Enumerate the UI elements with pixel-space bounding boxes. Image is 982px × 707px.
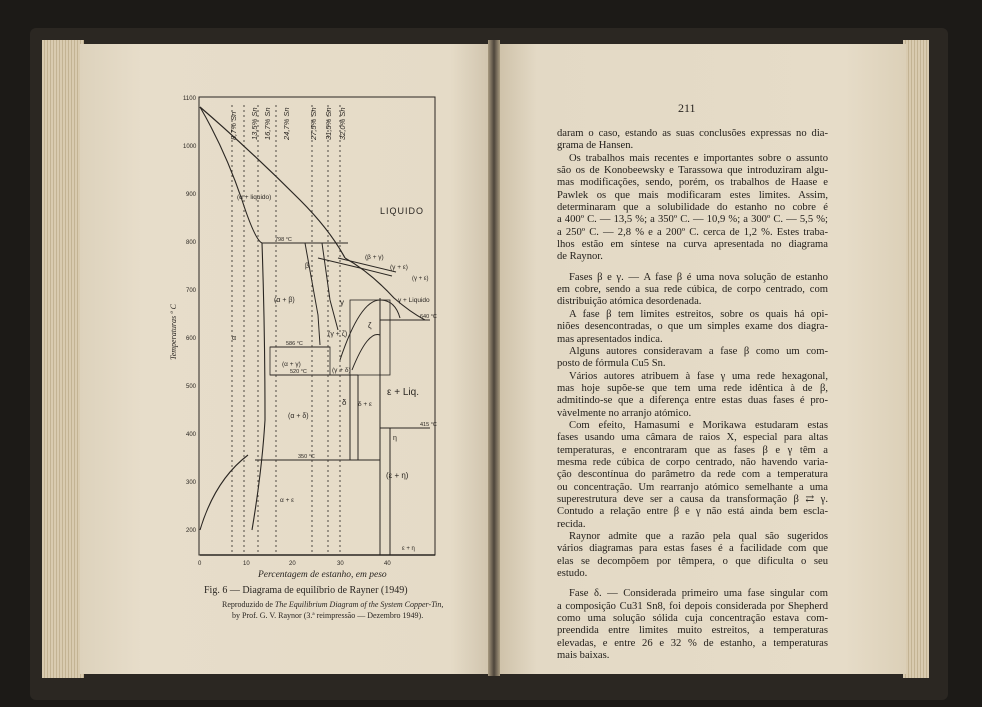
y-tick: 1000 <box>183 144 197 150</box>
text-line: de Raynor. <box>557 251 603 263</box>
text-line: Alguns autores consideravam a fase β como um com- <box>569 345 828 357</box>
x-tick: 40 <box>384 561 391 567</box>
text-line: determinaram que a solubilidade do estanho no cobre é <box>557 202 828 214</box>
region-label: γ + Liquido <box>398 297 430 304</box>
composition-label: 24,7% Sn <box>282 107 291 140</box>
temperature-labels <box>275 237 437 460</box>
zeta-arc <box>340 300 400 360</box>
region-label: (ε + η) <box>386 471 409 480</box>
figure-credit-line-1 <box>222 600 443 609</box>
body-text <box>557 128 828 662</box>
text-line: grama de Hansen. <box>557 140 634 152</box>
text-line: a 250º C. — 2,8 % e a 200º C. cerca de 1,2 %. Estes traba- <box>557 226 828 238</box>
text-line: ção descontínua do parâmetro da rede com a temperatura <box>557 469 828 481</box>
alpha-solvus <box>252 243 265 530</box>
gamma-boundary <box>322 243 338 330</box>
text-line: Com efeito, Hamasumi e Morikawa estudaram estas <box>569 419 828 431</box>
text-line: preendida entre limites muito estreitos, a temperaturas <box>557 625 828 637</box>
text-line: a composição Cu31 Sn8, foi depois considerada por Shepherd <box>557 600 828 612</box>
text-line: posto de fórmula Cu5 Sn. <box>557 358 666 370</box>
x-tick: 20 <box>289 561 296 567</box>
text-line: A fase β tem limites estreitos, sobre os quais há opi- <box>569 308 828 320</box>
temp-label: 640 °C <box>420 314 437 320</box>
region-label: (γ + δ) <box>332 367 351 374</box>
temp-label: 798 °C <box>275 237 292 243</box>
x-tick: 10 <box>243 561 250 567</box>
composition-label: 31,5% Sn <box>324 107 333 140</box>
zeta-arc-2 <box>352 334 380 370</box>
text-line: vàvelmente no arranjo atómico. <box>557 407 692 419</box>
region-label: (α + δ) <box>288 413 309 420</box>
text-line: mas apresentados indica. <box>557 333 663 345</box>
region-label: (α + β) <box>274 297 295 304</box>
x-axis-label: Percentagem de estanho, em peso <box>258 570 387 580</box>
text-line: temperaturas, e encontraram que as fases β e γ têm a <box>557 444 828 456</box>
paragraph-gap <box>557 264 828 272</box>
text-line: fases usando uma câmara de raios X, especial para altas <box>557 432 828 444</box>
composition-label: 8,7% Sn <box>229 111 238 140</box>
y-axis-label: Temperaturas º C <box>169 304 178 360</box>
temp-label: 415 °C <box>420 422 437 428</box>
y-tick: 900 <box>186 192 197 198</box>
text-line: superestrutura deve ser a causa da transformação β ⇄ γ. <box>557 493 828 505</box>
composition-label: 27,5% Sn <box>309 107 318 140</box>
region-label: (γ + ε) <box>390 264 408 271</box>
region-label: (β + γ) <box>365 254 384 261</box>
lower-curve <box>200 455 248 530</box>
text-line: ou concentração. Um rearranjo atómico semelhante a uma <box>557 481 828 493</box>
composition-labels <box>229 107 347 141</box>
y-tick: 800 <box>186 240 197 246</box>
text-line: Contudo a relação entre β e γ não está ainda bem escla- <box>557 506 828 518</box>
y-tick: 400 <box>186 432 197 438</box>
region-label: LIQUIDO <box>380 206 425 216</box>
region-label: (α + liquido) <box>237 194 272 201</box>
text-line: mais baixas. <box>557 650 610 662</box>
region-label: ζ <box>368 321 372 330</box>
text-line: Raynor admite que a razão pela qual são sugeridos <box>569 531 828 542</box>
text-line: mas modificações, sendo, porém, os trabalhos de Haase e <box>557 177 828 189</box>
text-line: niões desencontradas, o que um simples exame dos diagra- <box>557 321 828 333</box>
composition-label: 16,7% Sn <box>263 107 272 140</box>
text-line: vários diagramas para estas fases é a facilidade com que <box>557 543 828 555</box>
text-line: recida. <box>557 518 586 530</box>
text-line: como uma solução sólida cuja concentração estava com- <box>557 613 828 625</box>
y-tick: 600 <box>186 336 197 342</box>
text-line: Fase δ. — Considerada primeiro uma fase singular com <box>569 588 828 600</box>
composition-label: 13,5% Sn <box>250 107 259 140</box>
region-label: (γ + ε) <box>412 276 429 282</box>
y-tick: 200 <box>186 528 197 534</box>
text-line: Os trabalhos mais recentes e importantes sobre o assunto <box>569 152 828 164</box>
y-tick: 500 <box>186 384 197 390</box>
text-line: daram o caso, estando as suas conclusões expressas no dia- <box>557 128 828 139</box>
text-line: são os de Konobeewsky e Tarassowa que introduziram algu- <box>557 165 828 177</box>
x-tick: 30 <box>337 561 344 567</box>
x-axis-ticks <box>198 561 391 567</box>
text-line: a 400º C. — 13,5 %; a 350º C. — 10,9 %; a 300º C. — 5,5 %; <box>557 214 828 226</box>
region-label: ε + η <box>402 546 415 552</box>
y-tick: 1100 <box>183 96 196 102</box>
beta-boundary <box>305 243 320 345</box>
text-line: lhos estão em síntese na curva apresentada no diagrama <box>557 239 828 251</box>
figure-caption: Fig. 6 — Diagrama de equilíbrio de Rayner (1949) <box>204 585 408 596</box>
text-line: Vários autores atribuem à fase γ uma rede hexagonal, <box>569 370 828 382</box>
y-axis-ticks <box>183 96 197 534</box>
y-tick: 300 <box>186 480 197 486</box>
region-label: β <box>305 263 310 270</box>
temp-label: 350 °C <box>298 454 315 460</box>
paragraph-gap <box>557 580 828 588</box>
composition-lines <box>232 105 340 555</box>
text-line: admitindo-se que a diferença entre estas duas fases é pro- <box>557 395 828 407</box>
text-line: em cobre, sendo a sua rede cúbica, de corpo centrado, com <box>557 284 828 296</box>
text-line: mas hoje supõe-se que tem uma rede idêntica à de β, <box>557 382 828 394</box>
temp-label: 586 °C <box>286 341 303 347</box>
region-label: (α + γ) <box>282 361 301 368</box>
x-tick: 0 <box>198 561 202 567</box>
credit-title: The Equilibrium Diagram of the System Copper-Tin, <box>274 600 444 609</box>
region-label: η <box>393 435 397 442</box>
region-label: ε + Liq. <box>387 387 419 398</box>
temp-label: 520 °C <box>290 369 307 375</box>
region-label: δ + ε <box>358 401 372 408</box>
text-line: elevadas, e entre 26 e 32 % de estanho, a temperaturas <box>557 637 828 649</box>
text-line: elas se decompõem por têmpera, o que dificulta o seu <box>557 555 828 567</box>
text-line: Fases β e γ. — A fase β é uma nova solução de estanho <box>569 271 828 283</box>
region-label: α <box>232 335 237 342</box>
text-line: Pawlek os que mais modificaram estes limites. Assim, <box>557 189 828 201</box>
region-label: δ <box>342 398 347 407</box>
credit-prefix: Reproduzido de <box>222 600 275 609</box>
region-label: (γ + ζ) <box>328 331 348 338</box>
text-line: mesma rede cúbica de corpo centrado, não havendo varia- <box>557 456 828 468</box>
region-label: γ <box>340 298 344 307</box>
diagram-frame <box>199 97 435 555</box>
page-number: 211 <box>678 101 696 115</box>
composition-label: 32,0% Sn <box>338 107 347 140</box>
text-line: distribuição atómica desordenada. <box>557 296 702 308</box>
region-label: α + ε <box>280 497 295 504</box>
text-line: estudo. <box>557 568 588 580</box>
y-tick: 700 <box>186 288 197 294</box>
figure-credit-line-2: by Prof. G. V. Raynor (3.ª reimpressão — Dezembro 1949). <box>232 611 424 620</box>
